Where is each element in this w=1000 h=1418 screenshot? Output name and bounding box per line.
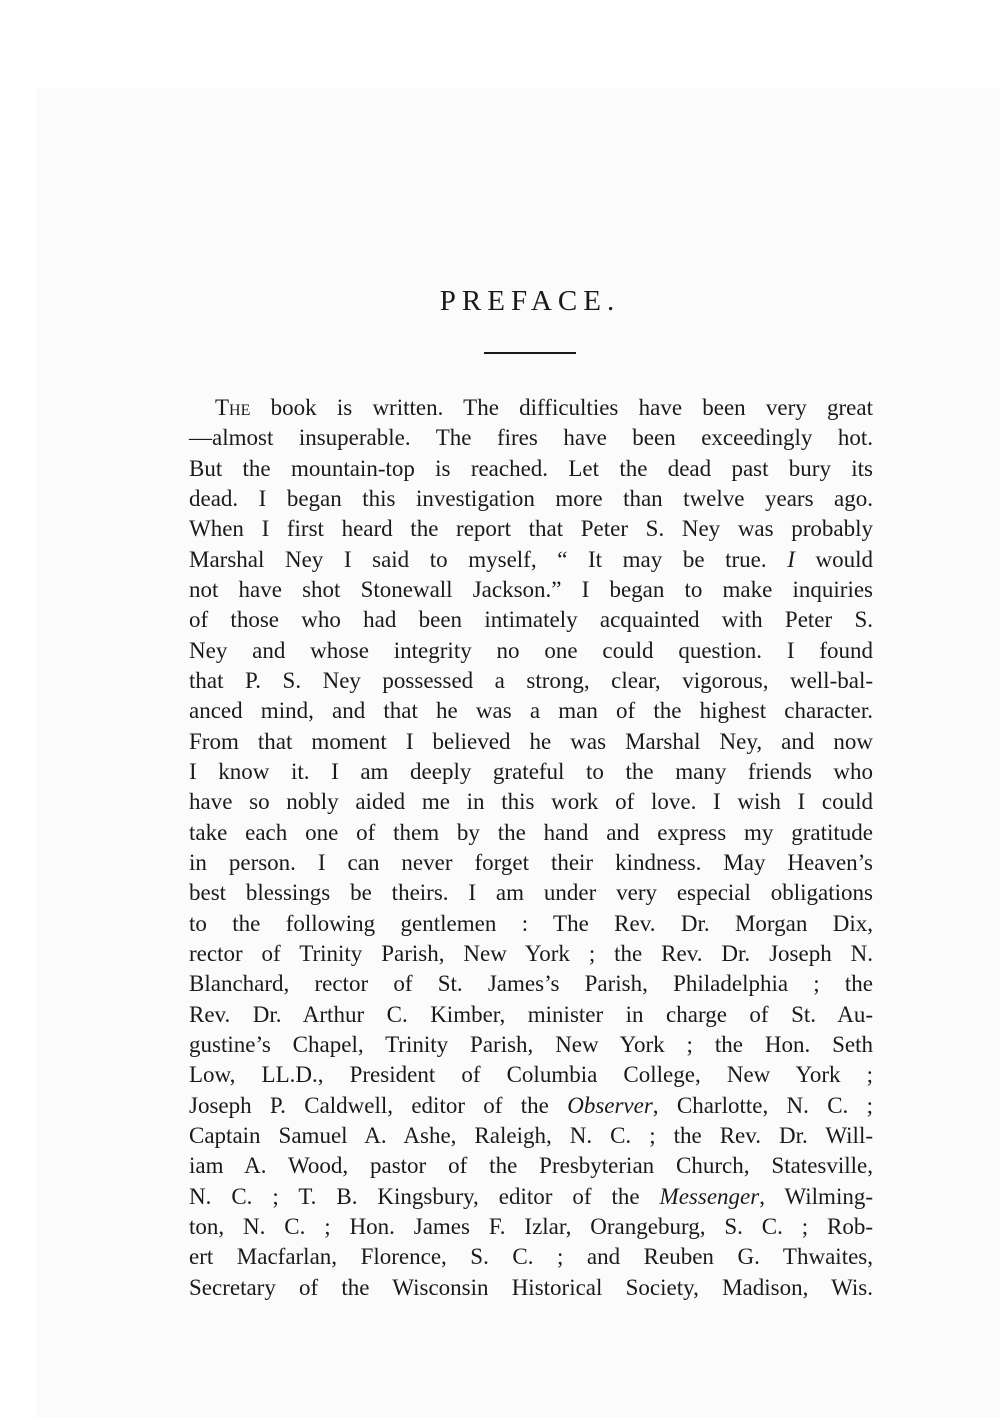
text-line bbox=[189, 484, 873, 514]
text-line bbox=[189, 423, 873, 453]
text-segment: Secretary of the Wisconsin Historical Society, Madison, Wis. bbox=[189, 1274, 873, 1300]
text-segment: would bbox=[794, 546, 873, 572]
text-line bbox=[189, 696, 873, 726]
text-segment: best blessings be theirs. I am under very especial obligations bbox=[189, 880, 873, 906]
text-line bbox=[189, 1273, 873, 1303]
text-line bbox=[189, 1121, 873, 1151]
text-segment: —almost insuperable. The fires have been exceedingly hot. bbox=[189, 425, 873, 451]
text-segment: in person. I can never forget their kindness. May Heaven’s bbox=[189, 849, 873, 875]
text-line bbox=[189, 1030, 873, 1060]
preface-body bbox=[189, 393, 873, 1303]
text-line bbox=[189, 605, 873, 635]
text-segment: , Wilming- bbox=[759, 1183, 873, 1209]
text-line bbox=[189, 787, 873, 817]
text-line bbox=[189, 575, 873, 605]
text-line bbox=[189, 393, 873, 423]
text-segment: rector of Trinity Parish, New York ; the Rev. Dr. Joseph N. bbox=[189, 940, 873, 966]
text-segment: have so nobly aided me in this work of love. I wish I could bbox=[189, 789, 873, 815]
text-segment: that P. S. Ney possessed a strong, clear, vigorous, well-bal- bbox=[189, 667, 873, 693]
page-title: PREFACE. bbox=[439, 285, 621, 317]
text-segment: iam A. Wood, pastor of the Presbyterian Church, Statesville, bbox=[189, 1153, 873, 1179]
text-segment: gustine’s Chapel, Trinity Parish, New York ; the Hon. Seth bbox=[189, 1031, 873, 1057]
text-line bbox=[189, 1000, 873, 1030]
text-line bbox=[189, 848, 873, 878]
text-line bbox=[189, 1091, 873, 1121]
text-line bbox=[189, 909, 873, 939]
text-line bbox=[189, 969, 873, 999]
text-segment: book is written. The difficulties have been very great bbox=[250, 395, 873, 420]
text-line bbox=[189, 878, 873, 908]
text-segment: to the following gentlemen : The Rev. Dr. Morgan Dix, bbox=[189, 910, 873, 936]
text-line bbox=[189, 636, 873, 666]
text-line bbox=[189, 939, 873, 969]
text-segment: ton, N. C. ; Hon. James F. Izlar, Orangeburg, S. C. ; Rob- bbox=[189, 1213, 873, 1239]
text-segment: ert Macfarlan, Florence, S. C. ; and Reuben G. Thwaites, bbox=[189, 1244, 873, 1270]
text-segment: not have shot Stonewall Jackson.” I began to make inquiries bbox=[189, 576, 873, 602]
text-line bbox=[189, 545, 873, 575]
title-rule bbox=[484, 352, 576, 354]
text-line bbox=[189, 1060, 873, 1090]
text-segment: Marshal Ney I said to myself, “ It may be true. bbox=[189, 546, 788, 572]
text-line bbox=[189, 1182, 873, 1212]
text-line bbox=[189, 454, 873, 484]
text-segment: Low, LL.D., President of Columbia College, New York ; bbox=[189, 1062, 873, 1088]
text-segment: , Charlotte, N. C. ; bbox=[652, 1092, 873, 1118]
text-segment: take each one of them by the hand and express my gratitude bbox=[189, 819, 873, 845]
text-segment: When I first heard the report that Peter S. Ney was probably bbox=[189, 516, 873, 542]
text-segment: But the mountain-top is reached. Let the dead past bury its bbox=[189, 455, 873, 481]
text-segment: Blanchard, rector of St. James’s Parish, Philadelphia ; the bbox=[189, 971, 873, 997]
text-segment: dead. I began this investigation more than twelve years ago. bbox=[189, 485, 873, 511]
italic-text: Observer bbox=[567, 1092, 653, 1118]
text-segment: Rev. Dr. Arthur C. Kimber, minister in charge of St. Au- bbox=[189, 1001, 873, 1027]
italic-text: Messenger bbox=[659, 1183, 760, 1209]
text-segment: of those who had been intimately acquainted with Peter S. bbox=[189, 607, 873, 633]
text-line bbox=[189, 757, 873, 787]
text-segment: From that moment I believed he was Marshal Ney, and now bbox=[189, 728, 873, 754]
text-line bbox=[189, 727, 873, 757]
text-line bbox=[189, 818, 873, 848]
text-line bbox=[189, 1151, 873, 1181]
text-segment: Joseph P. Caldwell, editor of the bbox=[189, 1092, 568, 1118]
opening-word: The bbox=[215, 395, 251, 420]
text-segment: N. C. ; T. B. Kingsbury, editor of the bbox=[189, 1183, 660, 1209]
text-line bbox=[189, 1212, 873, 1242]
text-segment: Captain Samuel A. Ashe, Raleigh, N. C. ; the Rev. Dr. Will- bbox=[189, 1122, 873, 1148]
text-segment: Ney and whose integrity no one could question. I found bbox=[189, 637, 873, 663]
text-line bbox=[189, 514, 873, 544]
text-segment: anced mind, and that he was a man of the highest character. bbox=[189, 698, 873, 724]
italic-text: I bbox=[787, 546, 795, 572]
text-line bbox=[189, 666, 873, 696]
text-segment: I know it. I am deeply grateful to the many friends who bbox=[189, 758, 873, 784]
text-line bbox=[189, 1242, 873, 1272]
